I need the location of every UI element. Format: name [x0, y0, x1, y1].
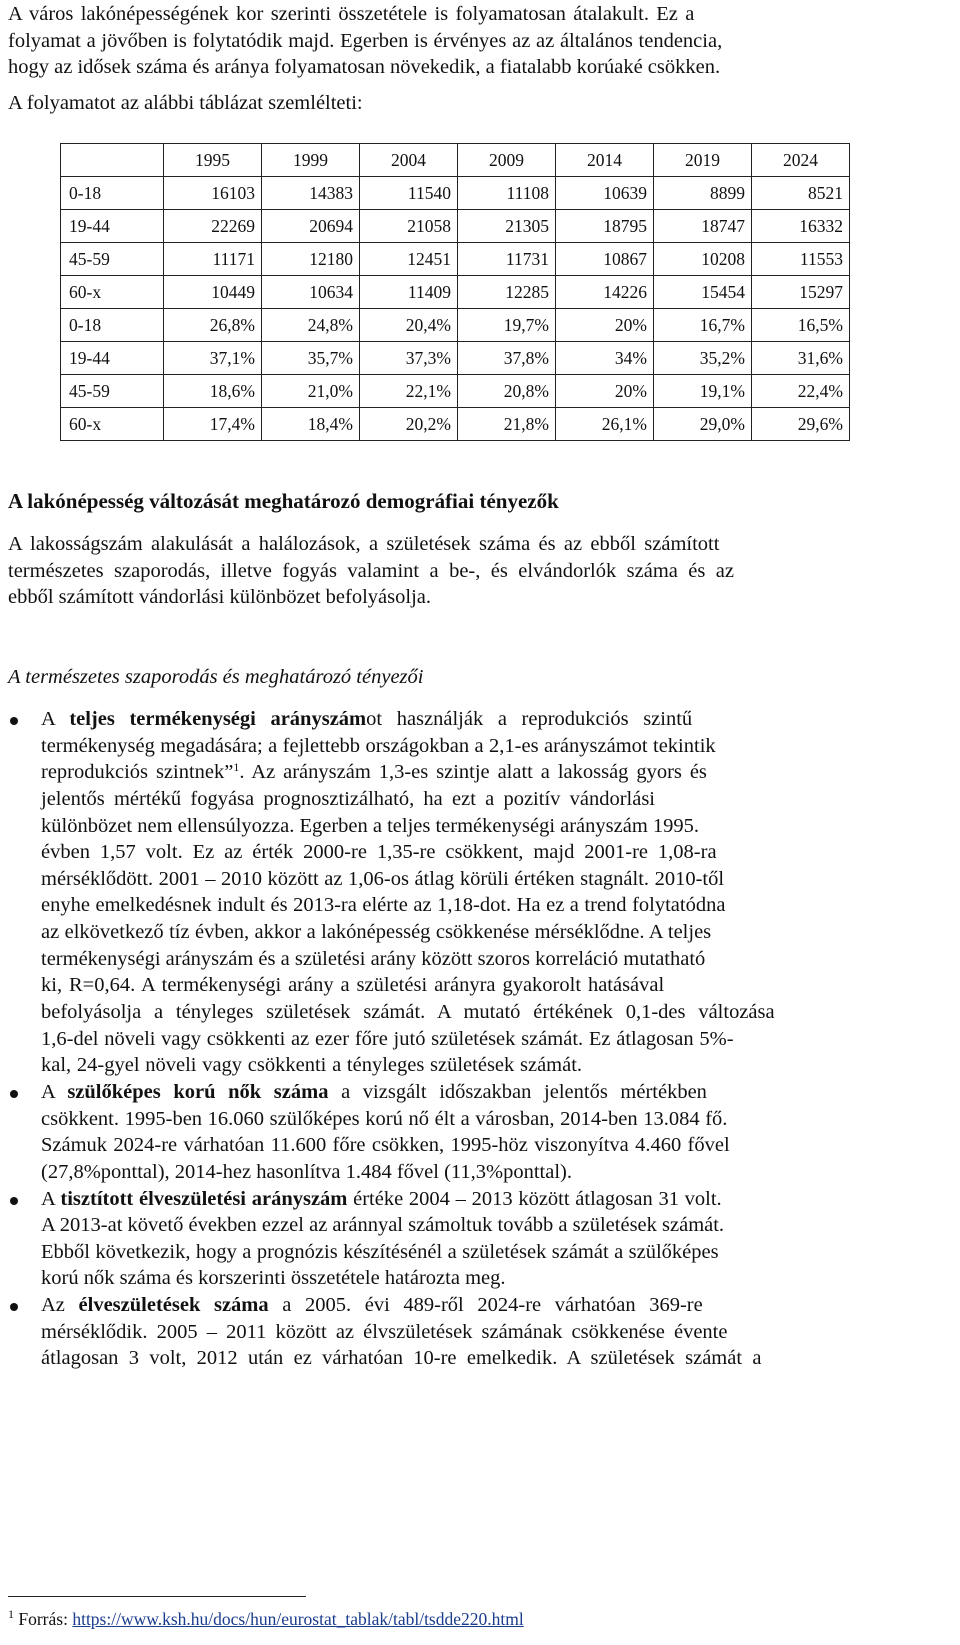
value-cell: 22,4%: [752, 375, 850, 408]
age-group-cell: 60-x: [61, 276, 164, 309]
bullet-line: befolyásolja a tényleges születések számát. A mutató értékének 0,1-des változása: [41, 1001, 775, 1024]
value-cell: 22269: [164, 210, 262, 243]
age-group-cell: 0-18: [61, 177, 164, 210]
age-structure-table: [60, 143, 850, 441]
value-cell: 11540: [360, 177, 458, 210]
value-cell: 20,8%: [458, 375, 556, 408]
bullet-first-line: Az élveszületések száma a 2005. évi 489-ről 2024-re várhatóan 369-re: [41, 1294, 703, 1317]
value-cell: 34%: [556, 342, 654, 375]
value-cell: 15297: [752, 276, 850, 309]
value-cell: 37,1%: [164, 342, 262, 375]
value-cell: 14383: [262, 177, 360, 210]
bullet-line: termékenységi arányszám és a születési arány között szoros korreláció mutatható: [41, 947, 706, 970]
value-cell: 18,4%: [262, 408, 360, 441]
bullet-line: különbözet nem ellensúlyozza. Egerben a teljes termékenységi arányszám 1995.: [41, 814, 700, 837]
value-cell: 26,8%: [164, 309, 262, 342]
table-row: [61, 276, 850, 309]
value-cell: 31,6%: [752, 342, 850, 375]
bullet-line: ki, R=0,64. A termékenységi arány a születési arányra gyakorolt hatásával: [41, 974, 665, 997]
year-header-cell: 2019: [654, 144, 752, 177]
value-cell: 18795: [556, 210, 654, 243]
value-cell: 16,7%: [654, 309, 752, 342]
table-row: [61, 210, 850, 243]
value-cell: 21058: [360, 210, 458, 243]
bullet-item: [8, 1186, 920, 1293]
table-row: [61, 309, 850, 342]
value-cell: 20,2%: [360, 408, 458, 441]
table-row: [61, 243, 850, 276]
value-cell: 19,7%: [458, 309, 556, 342]
paragraph-line: ebből számított vándorlási különbözet befolyásolja.: [8, 586, 431, 609]
value-cell: 10639: [556, 177, 654, 210]
bullet-item: [8, 706, 920, 1079]
value-cell: 16103: [164, 177, 262, 210]
value-cell: 17,4%: [164, 408, 262, 441]
value-cell: 10208: [654, 243, 752, 276]
value-cell: 11553: [752, 243, 850, 276]
bold-term: tisztított élveszületési arányszám: [60, 1187, 348, 1210]
document-page: [8, 0, 920, 1629]
bullet-icon: [10, 1090, 18, 1098]
value-cell: 16,5%: [752, 309, 850, 342]
bullet-line: enyhe emelkedésnek indult és 2013-ra elérte az 1,18-dot. Ha ez a trend folytatódna: [41, 894, 726, 917]
value-cell: 24,8%: [262, 309, 360, 342]
bullet-icon: [10, 717, 18, 725]
value-cell: 37,3%: [360, 342, 458, 375]
bullet-icon: [10, 1303, 18, 1311]
value-cell: 11731: [458, 243, 556, 276]
source-link[interactable]: https://www.ksh.hu/docs/hun/eurostat_tablak/tabl/tsdde220.html: [72, 1609, 524, 1629]
year-header-cell: 1995: [164, 144, 262, 177]
table-row: [61, 342, 850, 375]
value-cell: 10867: [556, 243, 654, 276]
value-cell: 18,6%: [164, 375, 262, 408]
bullet-line: mérséklődik. 2005 – 2011 között az élvszületések számának csökkenése évente: [41, 1320, 728, 1343]
year-header-cell: 2024: [752, 144, 850, 177]
value-cell: 20,4%: [360, 309, 458, 342]
bullet-line: átlagosan 3 volt, 2012 után ez várhatóan 10-re emelkedik. A születések számát a: [41, 1347, 762, 1370]
value-cell: 10634: [262, 276, 360, 309]
bullet-line: Ebből következik, hogy a prognózis készítésénél a születések számát a szülőképes: [41, 1240, 719, 1263]
age-group-cell: 60-x: [61, 408, 164, 441]
bullet-line: (27,8%ponttal), 2014-hez hasonlítva 1.484 fővel (11,3%ponttal).: [41, 1160, 572, 1183]
bullet-item: [8, 1292, 920, 1372]
bullet-line: kal, 24-gyel növeli vagy csökkenti a tényleges születések számát.: [41, 1054, 583, 1077]
value-cell: 22,1%: [360, 375, 458, 408]
footnote-divider: [8, 1596, 306, 1597]
intro-paragraph: [8, 0, 920, 117]
value-cell: 19,1%: [654, 375, 752, 408]
value-cell: 14226: [556, 276, 654, 309]
intro-line: A város lakónépességének kor szerinti összetétele is folyamatosan átalakult. Ez a: [8, 3, 695, 25]
year-header-cell: 2009: [458, 144, 556, 177]
bullet-line: A 2013-at követő években ezzel az aránnyal számoltuk tovább a születések számát.: [41, 1214, 725, 1237]
bold-term: teljes termékenységi arányszám: [69, 708, 367, 730]
value-cell: 21,8%: [458, 408, 556, 441]
paragraph-line: természetes szaporodás, illetve fogyás valamint a be-, és elvándorlók száma és az: [8, 559, 734, 582]
table-corner-cell: [61, 144, 164, 177]
table-row: [61, 375, 850, 408]
bullet-first-line: A szülőképes korú nők száma a vizsgált időszakban jelentős mértékben: [41, 1080, 707, 1103]
value-cell: 35,7%: [262, 342, 360, 375]
bold-term: szülőképes korú nők száma: [67, 1080, 329, 1103]
intro-line: hogy az idősek száma és aránya folyamatosan növekedik, a fiatalabb korúaké csökken.: [8, 56, 721, 79]
value-cell: 35,2%: [654, 342, 752, 375]
bullet-line: csökkent. 1995-ben 16.060 szülőképes korú nő élt a városban, 2014-ben 13.084 fő.: [41, 1107, 728, 1130]
footnote-label: Forrás:: [14, 1609, 73, 1629]
bullet-first-line: A teljes termékenységi arányszámot használják a reprodukciós szintű: [41, 708, 693, 730]
section-paragraph: [8, 531, 920, 611]
footnote-marker: 1: [8, 1607, 14, 1621]
value-cell: 12285: [458, 276, 556, 309]
bullet-item: [8, 1079, 920, 1186]
footnote-ref[interactable]: 1: [233, 760, 240, 775]
bullet-line: 1,6-del növeli vagy csökkenti az ezer főre jutó születések számát. Ez átlagosan 5%-: [41, 1027, 734, 1050]
value-cell: 11108: [458, 177, 556, 210]
bullet-line: jelentős mértékű fogyása prognosztizálható, ha ezt a pozitív vándorlási: [41, 787, 656, 810]
value-cell: 10449: [164, 276, 262, 309]
bullet-line: évben 1,57 volt. Ez az érték 2000-re 1,35-re csökkent, majd 2001-re 1,08-ra: [41, 841, 717, 864]
value-cell: 20%: [556, 375, 654, 408]
table-row: [61, 177, 850, 210]
value-cell: 21305: [458, 210, 556, 243]
value-cell: 18747: [654, 210, 752, 243]
value-cell: 21,0%: [262, 375, 360, 408]
year-header-cell: 1999: [262, 144, 360, 177]
section-title: A lakónépesség változását meghatározó demográfiai tényezők: [8, 489, 559, 513]
value-cell: 12180: [262, 243, 360, 276]
subheading: A természetes szaporodás és meghatározó tényezői: [8, 666, 424, 688]
value-cell: 15454: [654, 276, 752, 309]
table-row: [61, 408, 850, 441]
year-header-cell: 2014: [556, 144, 654, 177]
bullet-line: az elkövetkező tíz évben, akkor a lakónépesség csökkenése mérséklődne. A teljes: [41, 921, 712, 944]
value-cell: 12451: [360, 243, 458, 276]
intro-line: A folyamatot az alábbi táblázat szemlélteti:: [8, 91, 363, 114]
bullet-line: Számuk 2024-re várhatóan 11.600 főre csökken, 1995-höz viszonyítva 4.460 fővel: [41, 1134, 730, 1157]
bullet-first-line: A tisztított élveszületési arányszám értéke 2004 – 2013 között átlagosan 31 volt.: [41, 1187, 722, 1210]
value-cell: 11409: [360, 276, 458, 309]
footnote: [8, 1608, 524, 1631]
bullet-list: [8, 706, 920, 1372]
value-cell: 29,6%: [752, 408, 850, 441]
bullet-icon: [10, 1197, 18, 1205]
age-group-cell: 0-18: [61, 309, 164, 342]
bullet-line: reprodukciós szintnek”$^1$. Az arányszám 1,3-es szintje alatt a lakosság gyors és: [41, 760, 707, 784]
age-group-cell: 19-44: [61, 342, 164, 375]
intro-line: folyamat a jövőben is folytatódik majd. Egerben is érvényes az az általános tendencia,: [8, 29, 723, 52]
age-group-cell: 45-59: [61, 243, 164, 276]
age-group-cell: 45-59: [61, 375, 164, 408]
value-cell: 11171: [164, 243, 262, 276]
year-header-cell: 2004: [360, 144, 458, 177]
value-cell: 29,0%: [654, 408, 752, 441]
age-group-cell: 19-44: [61, 210, 164, 243]
value-cell: 8899: [654, 177, 752, 210]
value-cell: 20%: [556, 309, 654, 342]
value-cell: 8521: [752, 177, 850, 210]
value-cell: 26,1%: [556, 408, 654, 441]
table-header-row: [61, 144, 850, 177]
paragraph-line: A lakosságszám alakulását a halálozások, a születések száma és az ebből számított: [8, 533, 720, 555]
value-cell: 16332: [752, 210, 850, 243]
value-cell: 37,8%: [458, 342, 556, 375]
bold-term: élveszületések száma: [78, 1294, 269, 1317]
bullet-line: termékenység megadására; a fejlettebb országokban a 2,1-es arányszámot tekintik: [41, 734, 716, 757]
bullet-line: mérséklődött. 2001 – 2010 között az 1,06-os átlag körüli értéken stagnált. 2010-től: [41, 867, 725, 890]
bullet-line: korú nők száma és korszerinti összetétele határozta meg.: [41, 1267, 506, 1290]
value-cell: 20694: [262, 210, 360, 243]
